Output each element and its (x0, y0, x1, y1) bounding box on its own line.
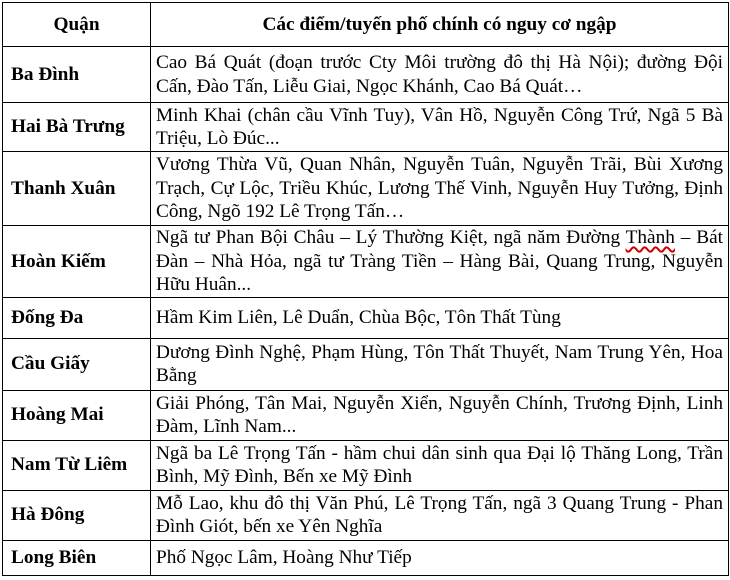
district-name: Hoàn Kiếm (3, 226, 151, 298)
district-name: Nam Từ Liêm (3, 440, 151, 490)
table-row (3, 103, 729, 152)
table-row (3, 297, 729, 338)
streets-list: Dương Đình Nghệ, Phạm Hùng, Tôn Thất Thuyết, Nam Trung Yên, Hoa Bằng (151, 338, 729, 390)
table-header-row (3, 3, 729, 47)
table-row (3, 490, 729, 540)
header-streets: Các điểm/tuyến phố chính có nguy cơ ngập (151, 3, 729, 47)
table-row (3, 152, 729, 226)
flood-risk-table (2, 2, 729, 576)
streets-text-before: Ngã tư Phan Bội Châu – Lý Thường Kiệt, ngã năm Đường (156, 227, 626, 248)
district-name: Hà Đông (3, 490, 151, 540)
streets-list: Minh Khai (chân cầu Vĩnh Tuy), Vân Hồ, Nguyễn Công Trứ, Ngã 5 Bà Triệu, Lò Đúc... (151, 103, 729, 152)
table-row (3, 390, 729, 440)
streets-list: Giải Phóng, Tân Mai, Nguyễn Xiển, Nguyễn Chính, Trương Định, Linh Đàm, Lĩnh Nam... (151, 390, 729, 440)
district-name: Hoàng Mai (3, 390, 151, 440)
header-district: Quận (3, 3, 151, 47)
district-name: Cầu Giấy (3, 338, 151, 390)
table-row (3, 226, 729, 298)
table-row (3, 47, 729, 103)
spellcheck-marked-word: Thành (625, 227, 675, 248)
streets-list: Hầm Kim Liên, Lê Duẩn, Chùa Bộc, Tôn Thất Tùng (151, 297, 729, 338)
streets-list: Vương Thừa Vũ, Quan Nhân, Nguyễn Tuân, Nguyễn Trãi, Bùi Xương Trạch, Cự Lộc, Triều Khúc, Lương Thế Vinh, Nguyễn Huy Tưởng, Định Công, Ngõ 192 Lê Trọng Tấn… (151, 152, 729, 226)
streets-list: Cao Bá Quát (đoạn trước Cty Môi trường đô thị Hà Nội); đường Đội Cấn, Đào Tấn, Liễu Giai, Ngọc Khánh, Cao Bá Quát… (151, 47, 729, 103)
streets-list (151, 226, 729, 298)
district-name: Hai Bà Trưng (3, 103, 151, 152)
streets-list: Mỗ Lao, khu đô thị Văn Phú, Lê Trọng Tấn, ngã 3 Quang Trung - Phan Đình Giót, bến xe Yên Nghĩa (151, 490, 729, 540)
district-name: Đống Đa (3, 297, 151, 338)
streets-text-after: – Bát Đàn – Nhà Hỏa, ngã tư Tràng Tiền – Hàng Bài, Quang Trung, Nguyễn Hữu Huân... (156, 227, 723, 295)
district-name: Thanh Xuân (3, 152, 151, 226)
table-row (3, 440, 729, 490)
district-name: Ba Đình (3, 47, 151, 103)
streets-list: Phố Ngọc Lâm, Hoàng Như Tiếp (151, 540, 729, 575)
streets-list: Ngã ba Lê Trọng Tấn - hầm chui dân sinh qua Đại lộ Thăng Long, Trần Bình, Mỹ Đình, Bến xe Mỹ Đình (151, 440, 729, 490)
district-name: Long Biên (3, 540, 151, 575)
table-row (3, 338, 729, 390)
table-row (3, 540, 729, 575)
